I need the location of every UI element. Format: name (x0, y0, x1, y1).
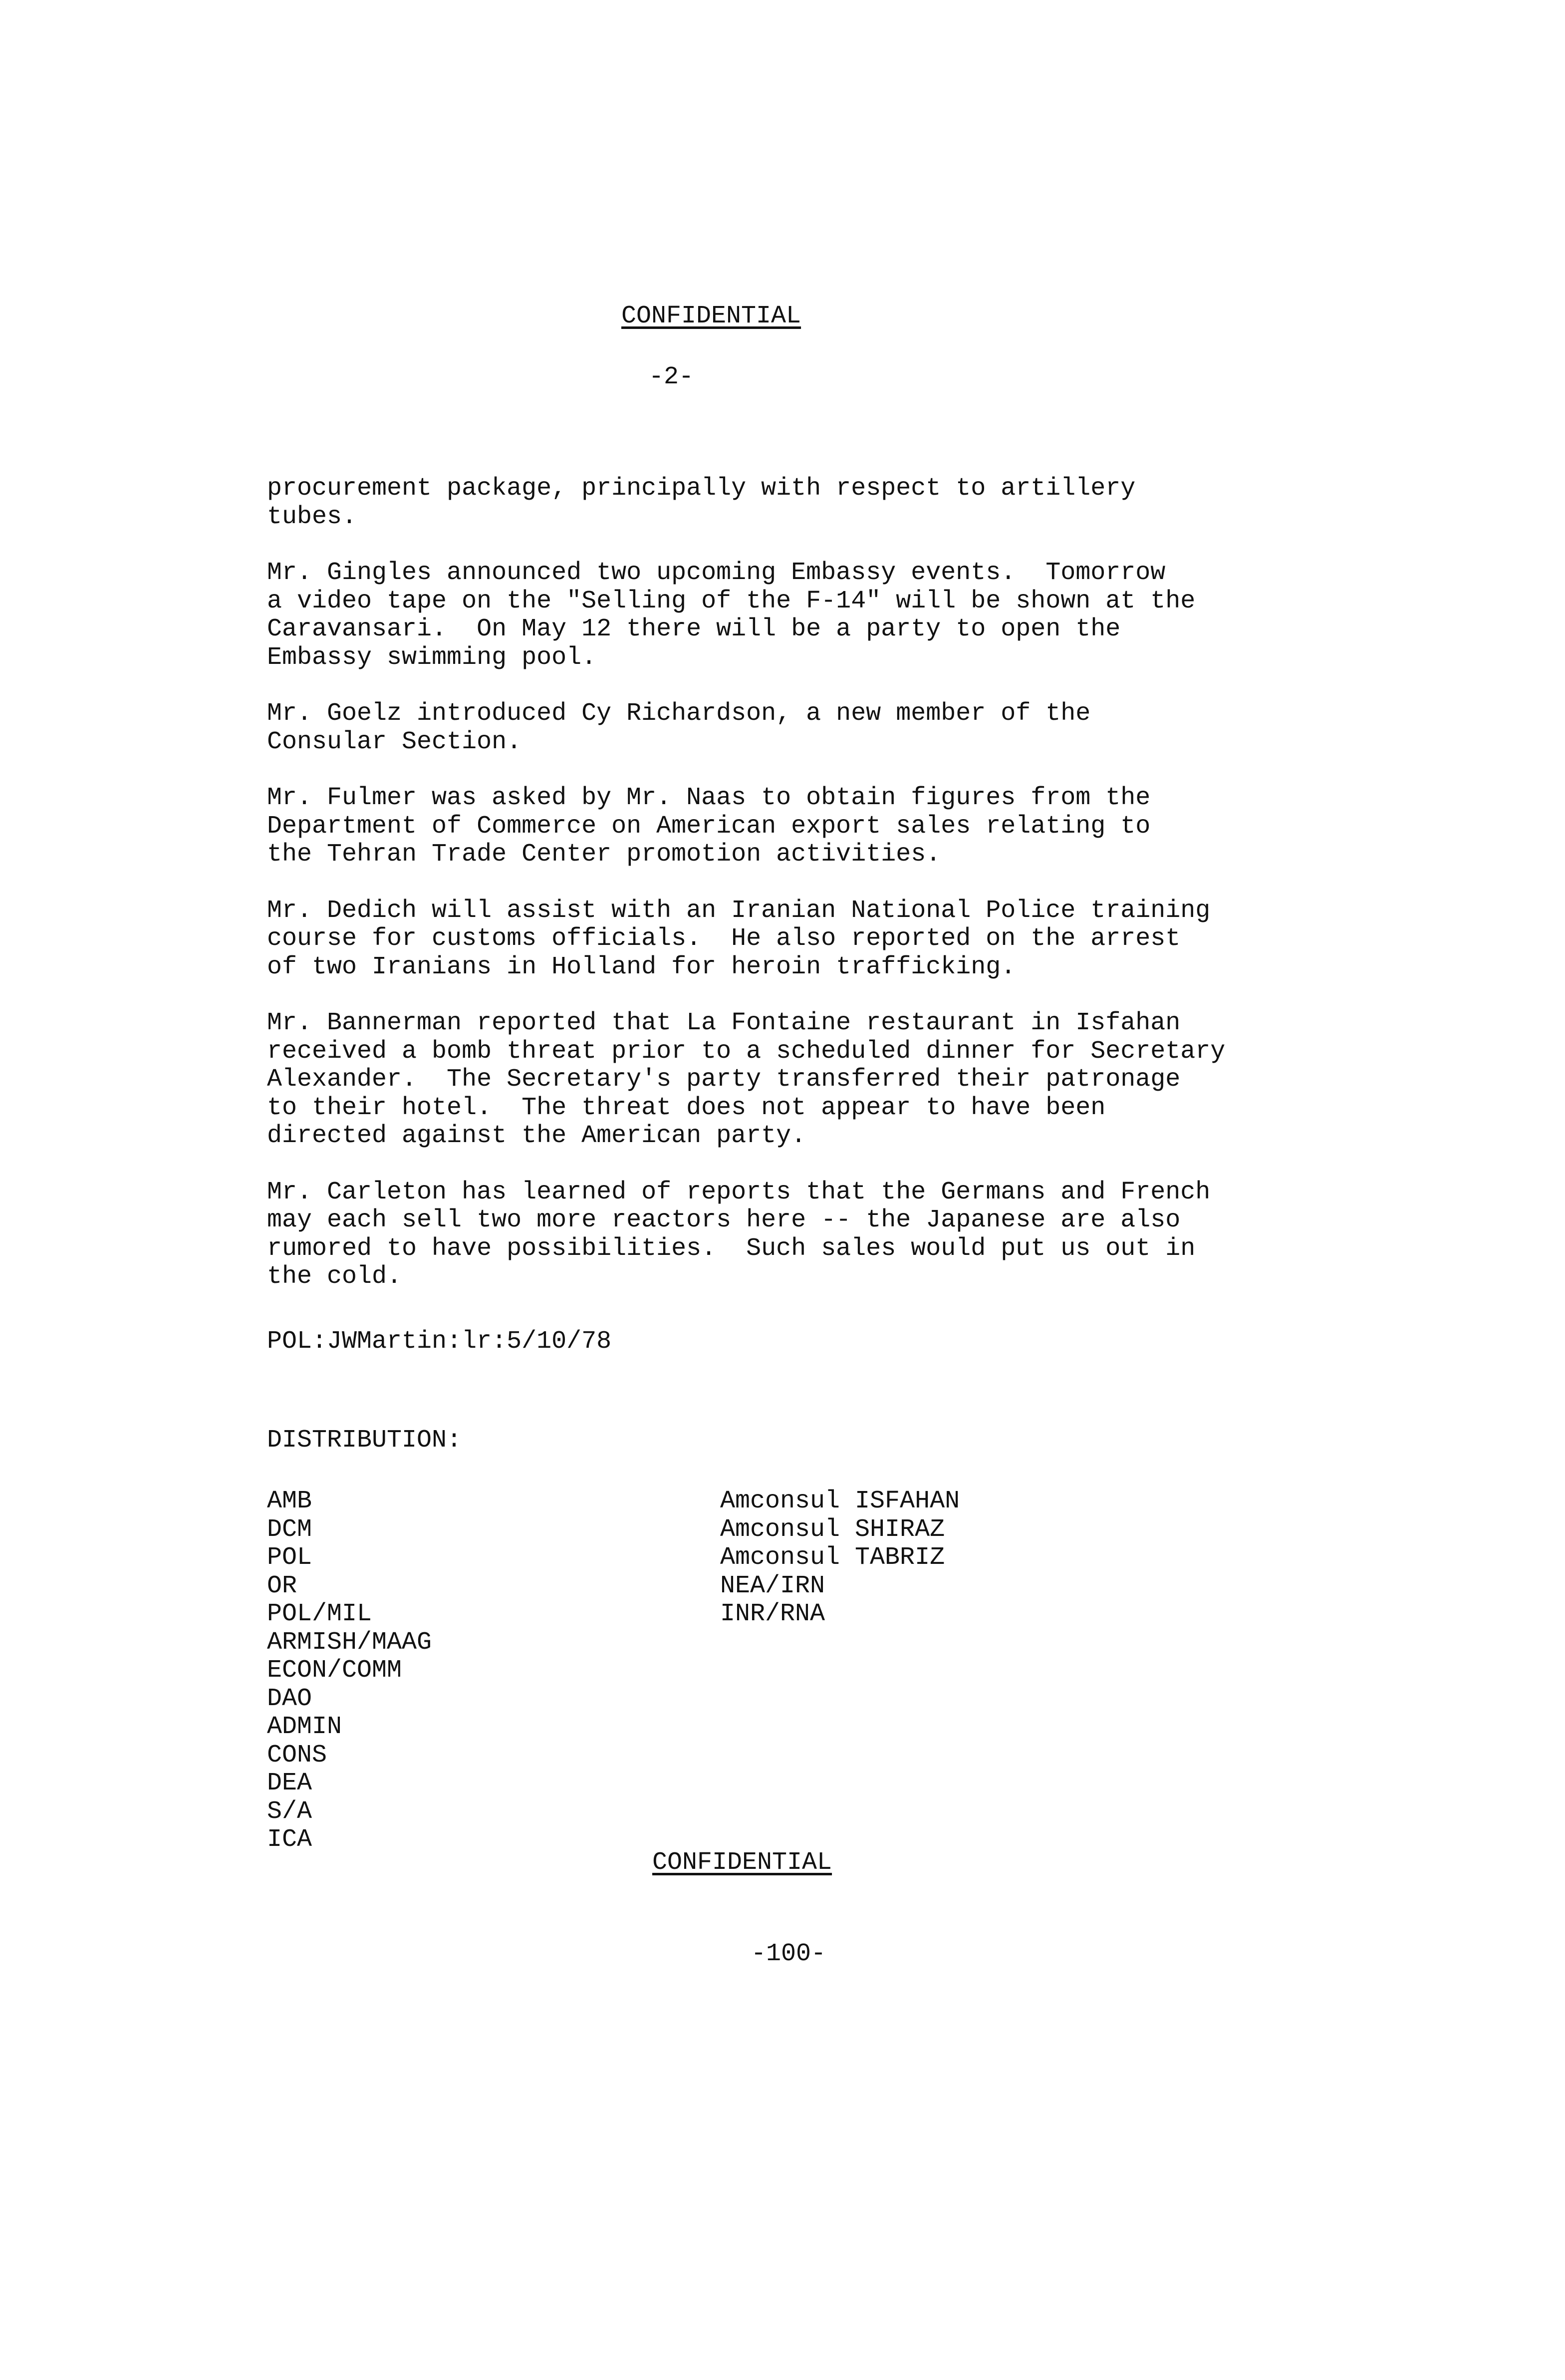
drafter-line: POL:JWMartin:lr:5/10/78 (267, 1327, 612, 1356)
distribution-item: CONS (267, 1741, 327, 1770)
distribution-item: DAO (267, 1684, 312, 1713)
paragraph-bannerman: Mr. Bannerman reported that La Fontaine restaurant in Isfahan received a bomb threat prior to a scheduled dinner for Secretary Alexander. The Secretary's party transferred their patronage to their hotel. The threat does not appear to have been directed against the American party. (267, 1009, 1226, 1150)
paragraph-carleton: Mr. Carleton has learned of reports that the Germans and French may each sell two more reactors here -- the Japanese are also rumored to have possibilities. Such sales would put us out in the cold. (267, 1178, 1211, 1291)
distribution-item: AMB (267, 1487, 312, 1515)
header-page-number: -2- (649, 363, 694, 391)
paragraph-fulmer: Mr. Fulmer was asked by Mr. Naas to obtain figures from the Department of Commerce on American export sales relating to the Tehran Trade Center promotion activities. (267, 784, 1151, 869)
distribution-item: POL/MIL (267, 1600, 372, 1628)
distribution-item: Amconsul ISFAHAN (720, 1487, 960, 1515)
distribution-item: ECON/COMM (267, 1656, 402, 1685)
distribution-item: OR (267, 1571, 297, 1600)
footer-page-number: -100- (751, 1940, 826, 1968)
distribution-item: INR/RNA (720, 1600, 825, 1628)
distribution-item: POL (267, 1543, 312, 1572)
distribution-item: DCM (267, 1515, 312, 1544)
distribution-item: S/A (267, 1797, 312, 1826)
distribution-item: ADMIN (267, 1713, 342, 1741)
memo-body (267, 475, 1365, 1319)
distribution-item: ICA (267, 1825, 312, 1854)
paragraph-dedich: Mr. Dedich will assist with an Iranian National Police training course for customs officials. He also reported on the arrest of two Iranians in Holland for heroin trafficking. (267, 896, 1211, 981)
distribution-item: ARMISH/MAAG (267, 1628, 432, 1657)
distribution-left-list (267, 1488, 432, 1854)
distribution-item: DEA (267, 1769, 312, 1797)
distribution-item: NEA/IRN (720, 1571, 825, 1600)
paragraph-procurement: procurement package, principally with respect to artillery tubes. (267, 474, 1136, 531)
footer-classification: CONFIDENTIAL (652, 1848, 832, 1877)
distribution-item: Amconsul SHIRAZ (720, 1515, 945, 1544)
distribution-item: Amconsul TABRIZ (720, 1543, 945, 1572)
paragraph-gingles: Mr. Gingles announced two upcoming Embassy events. Tomorrow a video tape on the "Selling of the F-14" will be shown at the Caravansari. On May 12 there will be a party to open the Embassy swimming pool. (267, 559, 1196, 672)
header-classification: CONFIDENTIAL (621, 302, 801, 330)
paragraph-goelz: Mr. Goelz introduced Cy Richardson, a new member of the Consular Section. (267, 699, 1091, 756)
distribution-right-list (720, 1488, 960, 1629)
distribution-label: DISTRIBUTION: (267, 1426, 462, 1455)
